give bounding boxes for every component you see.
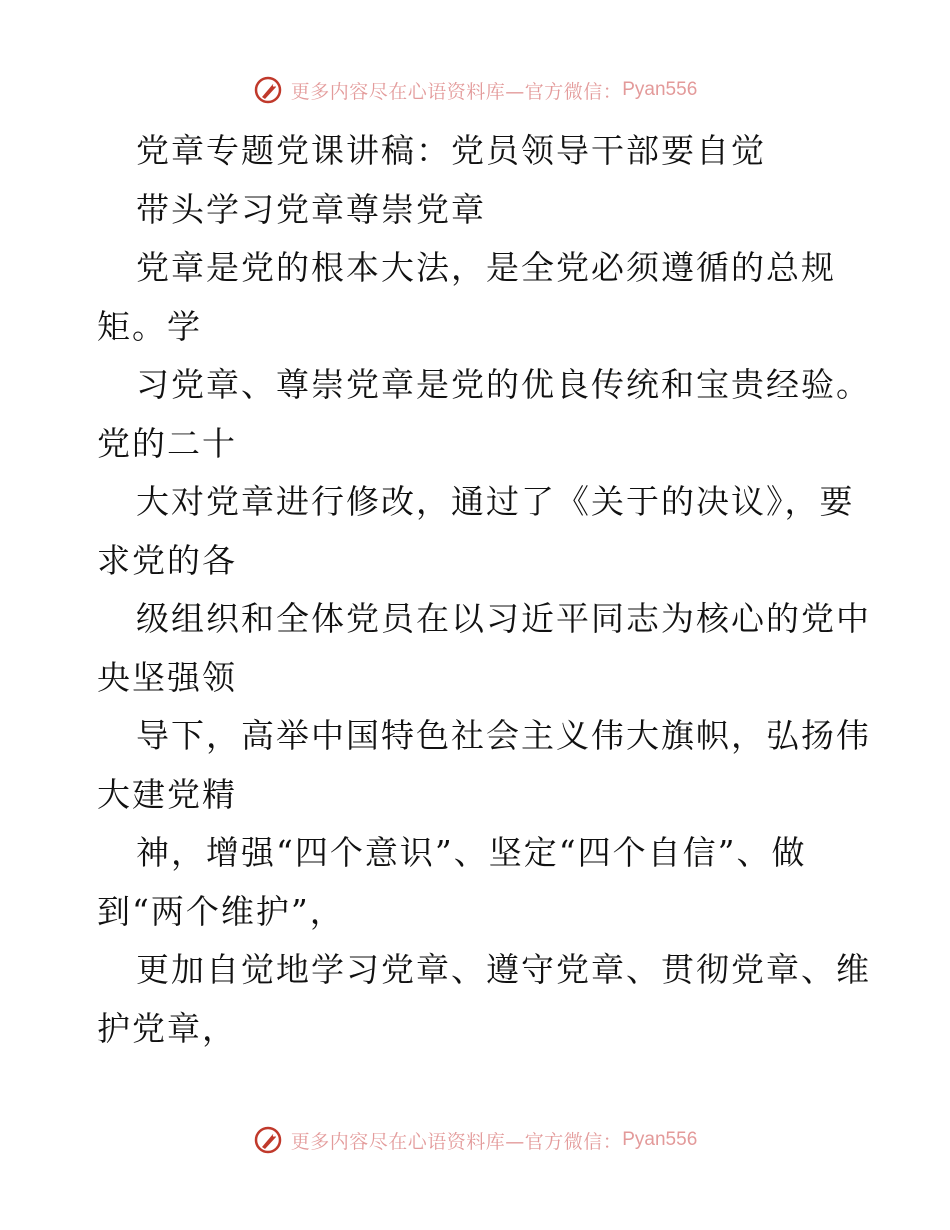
paragraph-line: 大对党章进行修改，通过了《关于的决议》，要 [136,482,855,521]
paragraph-line: 求党的各 [97,540,237,580]
footer-banner [0,1120,950,1160]
paragraph-line: 党的二十 [97,423,237,463]
paragraph-line: 党章是党的根本大法，是全党必须遵循的总规 [136,248,836,287]
header-banner-text: 更多内容尽在心语资料库—官方微信： [290,80,623,103]
paragraph-line: 神，增强“四个意识”、坚定“四个自信”、做 [136,833,807,872]
header-banner-contact: Pyan556 [622,79,698,100]
document-body [97,122,871,1058]
title-line: 带头学习党章尊崇党章 [136,189,486,229]
footer-banner-contact: Pyan556 [622,1129,698,1150]
paragraph-line: 护党章， [97,1008,237,1048]
header-banner [0,70,950,110]
paragraph-line: 矩。学 [97,306,202,346]
footer-banner-text: 更多内容尽在心语资料库—官方微信： [290,1130,623,1153]
pen-nib-logo-icon [253,1125,283,1155]
paragraph-line: 更加自觉地学习党章、遵守党章、贯彻党章、维 [136,950,871,989]
paragraph-line: 导下，高举中国特色社会主义伟大旗帜，弘扬伟 [136,716,871,755]
paragraph-line: 大建党精 [97,774,237,814]
pen-nib-logo-icon [253,75,283,105]
paragraph-line: 级组织和全体党员在以习近平同志为核心的党中 [136,599,871,638]
paragraph-line: 到“两个维护”， [97,891,345,931]
title-line: 党章专题党课讲稿：党员领导干部要自觉 [136,131,766,170]
paragraph-line: 央坚强领 [97,657,237,697]
paragraph-line: 习党章、尊崇党章是党的优良传统和宝贵经验。 [136,365,871,404]
